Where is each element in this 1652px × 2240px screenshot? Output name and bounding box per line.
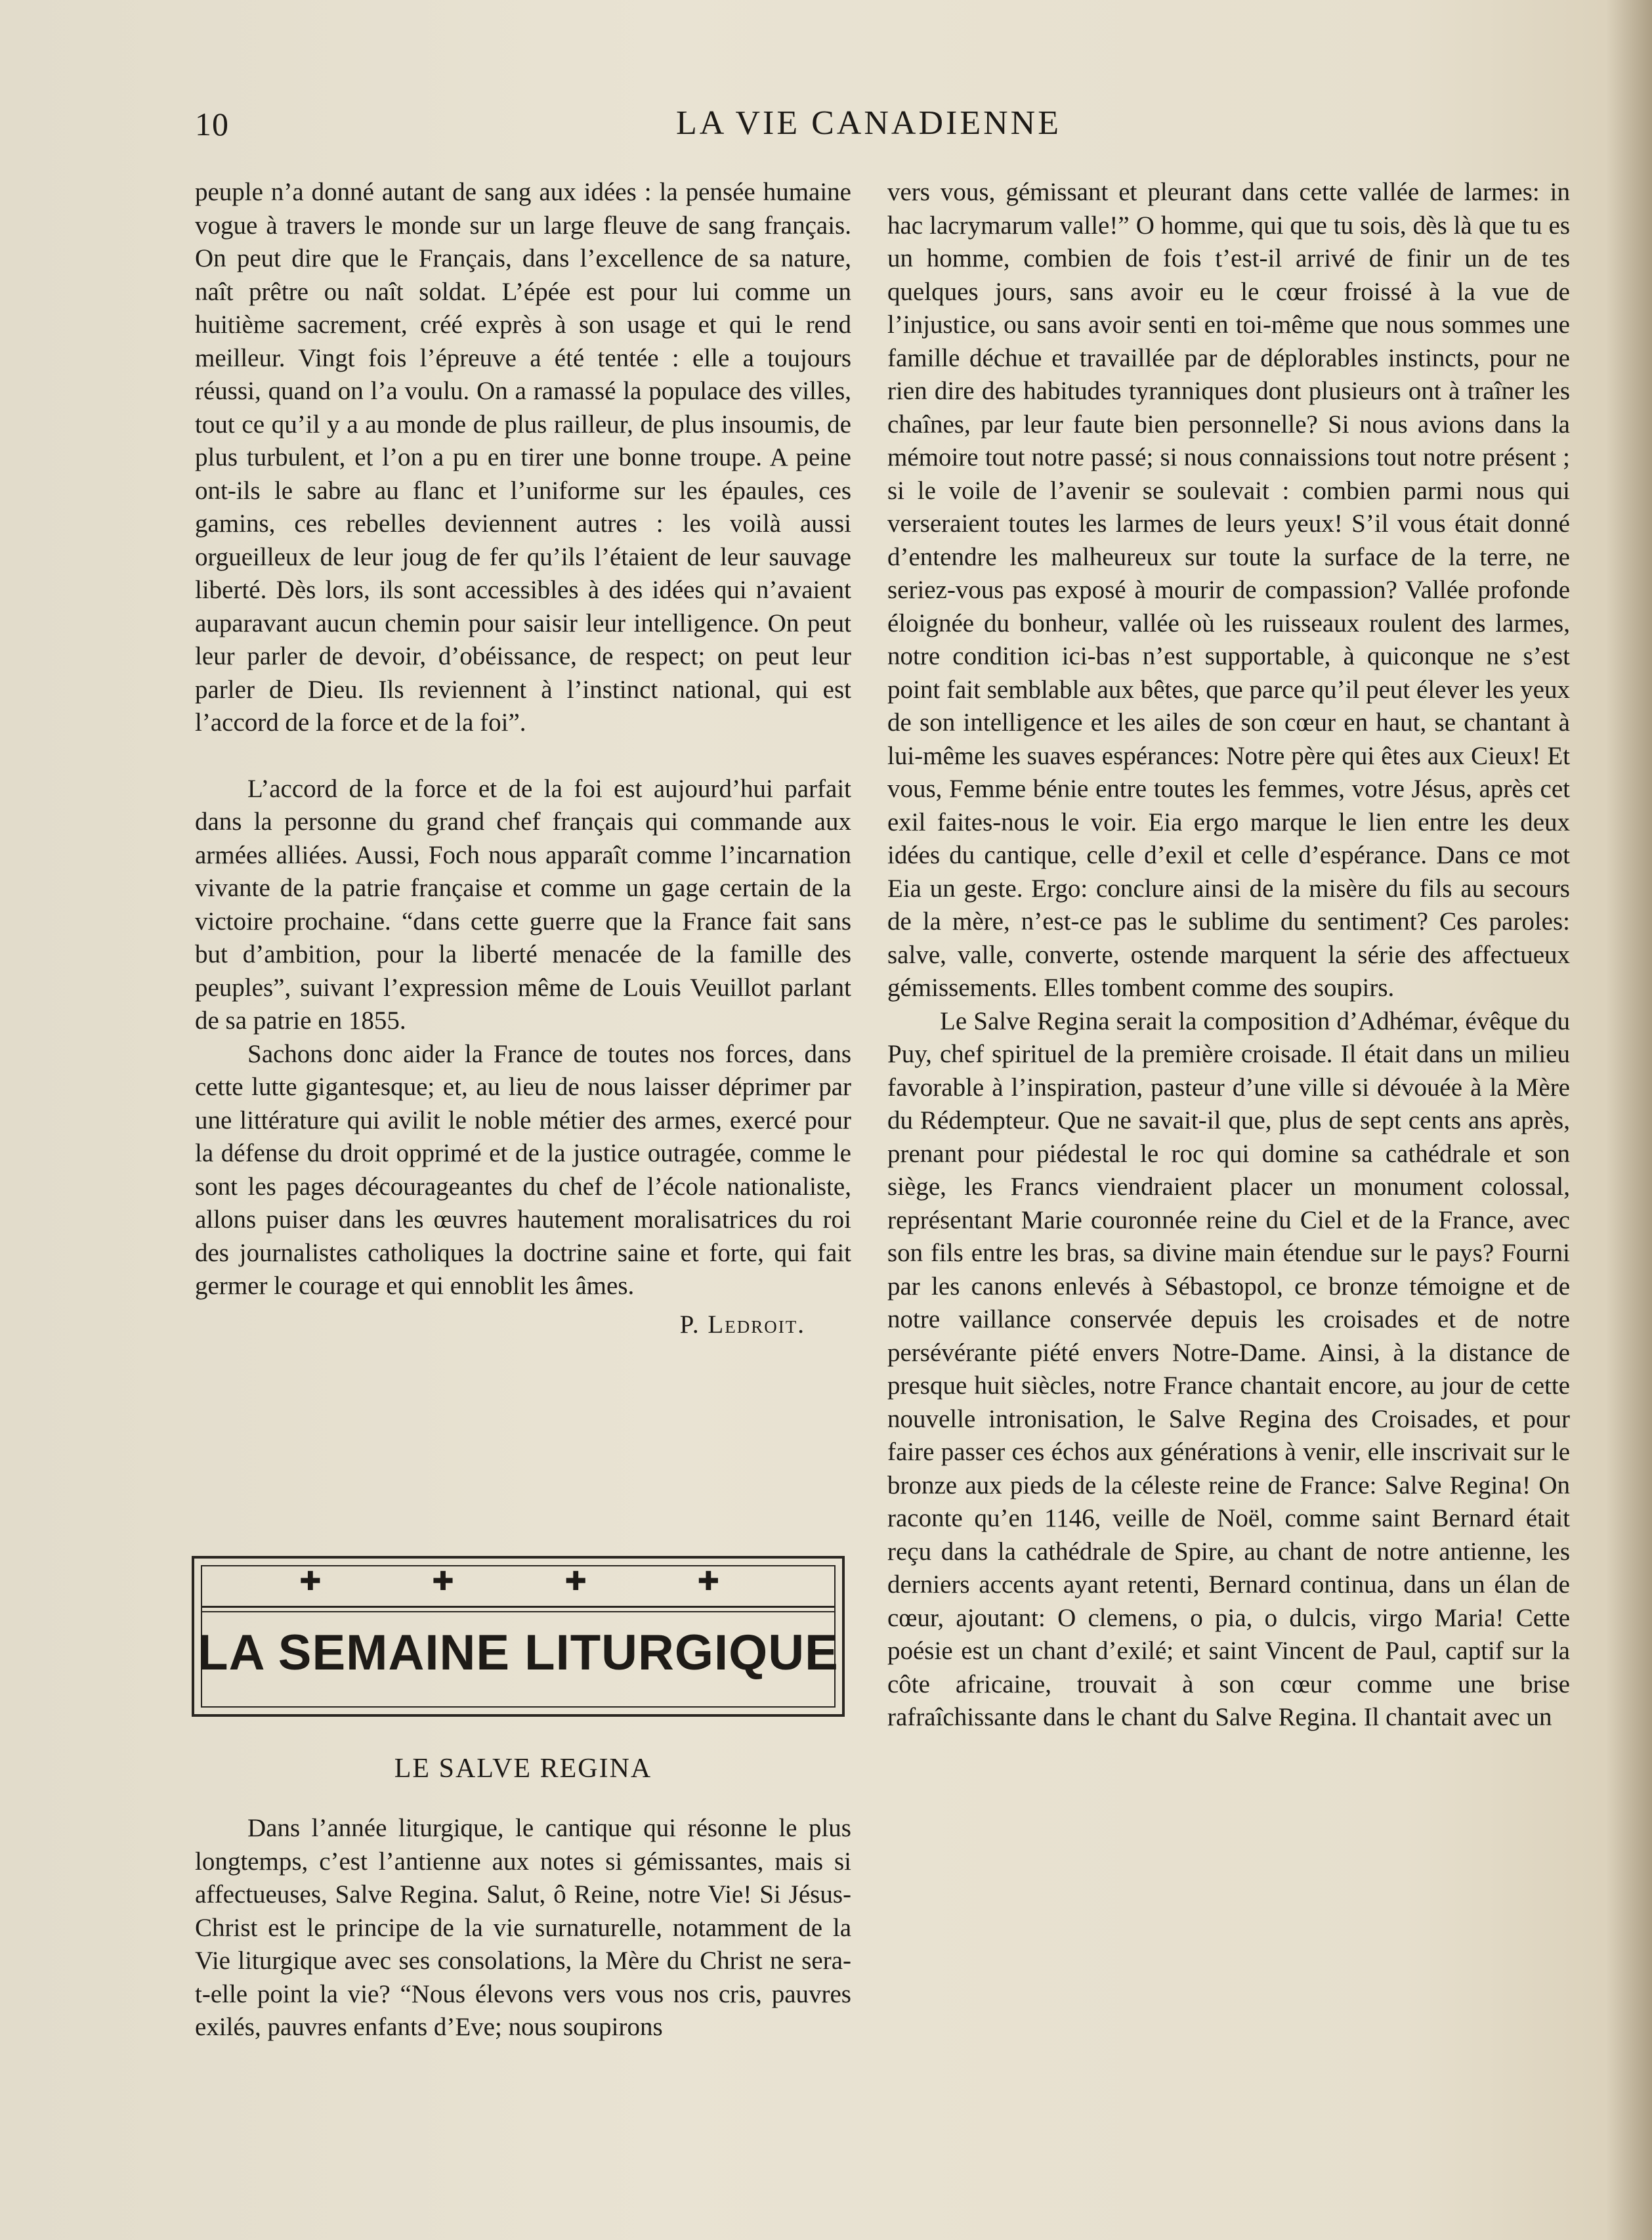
banner-rule — [201, 1606, 836, 1608]
article-signature: P. Ledroit. — [679, 1310, 805, 1339]
left-column — [195, 176, 851, 1341]
section-title: LE SALVE REGINA — [394, 1754, 652, 1784]
section-banner — [192, 1556, 845, 1717]
page-number: 10 — [195, 106, 229, 142]
cross-icon: ✚ — [697, 1566, 719, 1597]
left-paragraph-3: Sachons donc aider la France de toutes nos forces, dans cette lutte gigantesque; et, au lieu de nous laisser déprimer par une littérature qui avilit le noble métier des armes, exercé pour la défense du droit opprimé et de la justice outragée, comme le sont les pages décourageantes du chef de l’école nationaliste, allons puiser dans les œuvres hautement moralisatrices du roi des journalistes catholiques la doctrine saine et forte, qui fait germer le courage et qui ennoblit les âmes. — [195, 1039, 851, 1300]
right-column — [887, 176, 1570, 1734]
cross-icon: ✚ — [432, 1566, 454, 1597]
right-paragraph-1: vers vous, gémissant et pleurant dans cette vallée de larmes: in hac lacrymarum valle!” O homme, qui que tu sois, dès là que tu es un homme, combien de fois t’est-il arrivé de finir un de tes quelques jours, sans avoir eu le cœur froissé à la vue de l’injustice, ou sans avoir senti en toi-même que nous sommes une famille déchue et travaillée par de déplorables instincts, pour ne rien dire des habitudes tyranniques dont plusieurs ont à traîner les chaînes, par leur faute bien personnelle? Si nous avions dans la mémoire tout notre passé; si nous connaissions tout notre présent ; si le voile de l’avenir se soulevait : combien parmi nous qui verseraient toutes les larmes de leurs yeux! S’il vous était donné d’entendre les malheureux sur toute la surface de la terre, ne seriez-vous pas exposé à mourir de compassion? Vallée profonde éloignée du bonheur, vallée où les ruisseaux roulent des larmes, notre condition ici-bas n’est supportable, à quiconque ne s’est point fait semblable aux bêtes, que parce qu’il peut élever les yeux de son intelligence et les ailes de son cœur en haut, se chantant à lui-même les suaves espérances: Notre père qui êtes aux Cieux! Et vous, Femme bénie entre toutes les femmes, votre Jésus, après cet exil faites-nous le voir. Eia ergo marque le lien entre les deux idées du cantique, celle d’exil et celle d’espérance. Dans ce mot Eia un geste. Ergo: conclure ainsi de la misère du fils au secours de la mère, n’est-ce pas le sublime du sentiment? Ces paroles: salve, valle, converte, ostende marquent la série des affectueux gémissements. Elles tombent comme des soupirs. — [887, 178, 1570, 1002]
cross-icon: ✚ — [299, 1566, 322, 1597]
left-paragraph-2: L’accord de la force et de la foi est aujourd’hui parfait dans la personne du grand chef français qui commande aux armées alliées. Aussi, Foch nous apparaît comme l’incarnation vivante de la patrie française et comme un gage certain de la victoire prochaine. “dans cette guerre que la France fait sans but d’ambition, pour la liberté menacée de la famille des peuples”, suivant l’expression même de Louis Veuillot parlant de sa patrie en 1855. — [195, 774, 851, 1035]
banner-rule-thin — [201, 1611, 836, 1612]
banner-title: LA SEMAINE LITURGIQUE — [198, 1625, 839, 1681]
section-intro-paragraph: Dans l’année liturgique, le cantique qui résonne le plus longtemps, c’est l’antienne aux notes si gémissantes, mais si affectueuses, Salve Regina. Salut, ô Reine, notre Vie! Si Jésus-Christ est le principe de la vie surnaturelle, notamment de la Vie liturgique avec ses consolations, la Mère du Christ ne sera-t-elle point la vie? “Nous élevons vers vous nos cris, pauvres exilés, pauvres enfants d’Eve; nous soupirons — [195, 1814, 851, 2041]
running-title: LA VIE CANADIENNE — [676, 104, 1061, 142]
cross-icon: ✚ — [564, 1566, 587, 1597]
page-edge-shadow — [1606, 0, 1652, 2240]
right-paragraph-2: Le Salve Regina serait la composition d’Adhémar, évêque du Puy, chef spirituel de la première croisade. Il était dans un milieu favorable à l’inspiration, pasteur d’une ville si dévouée à la Mère du Rédempteur. Que ne savait-il que, plus de sept cents ans après, prenant pour piédestal le roc qui domine sa cathédrale et son siège, les Francs viendraient placer un monument colossal, représentant Marie couronnée reine du Ciel et de la France, avec son fils entre les bras, sa divine main étendue sur le pays? Fourni par les canons enlevés à Sébastopol, ce bronze témoigne et de notre vaillance conservée depuis les croisades et de notre persévérante piété envers Notre-Dame. Ainsi, à la distance de presque huit siècles, notre France chantait encore, au jour de cette nouvelle intronisation, le Salve Regina des Croisades, et pour faire passer ces échos aux générations à venir, elle inscrivait sur le bronze aux pieds de la céleste reine de France: Salve Regina! On raconte qu’en 1146, veille de Noël, comme saint Bernard était reçu dans la cathédrale de Spire, au chant de notre antienne, les derniers accents ayant retenti, Bernard continua, dans un élan de cœur, ajoutant: O clemens, o pia, o dulcis, virgo Maria! Cette poésie est un chant d’exilé; et saint Vincent de Paul, captif sur la côte africaine, trouvait à son cœur comme une brise rafraîchissante dans le chant du Salve Regina. Il chantait avec un — [887, 1006, 1570, 1731]
banner-crosses — [299, 1566, 719, 1597]
left-column-section — [195, 1812, 851, 2044]
left-paragraph-1: peuple n’a donné autant de sang aux idées : la pensée humaine vogue à travers le monde sur un large fleuve de sang français. On peut dire que le Français, dans l’excellence de sa nature, naît prêtre ou naît soldat. L’épée est pour lui comme un huitième sacrement, créé exprès à son usage et qui le rend meilleur. Vingt fois l’épreuve a été tentée : elle a toujours réussi, quand on l’a voulu. On a ramassé la populace des villes, tout ce qu’il y a au monde de plus railleur, de plus insoumis, de plus turbulent, et l’on a pu en tirer une bonne troupe. A peine ont-ils le sabre au flanc et l’uniforme sur les épaules, ces gamins, ces rebelles deviennent autres : les voilà aussi orgueilleux de leur joug de fer qu’ils l’étaient de leur sauvage liberté. Dès lors, ils sont accessibles à des idées qui n’avaient auparavant aucun chemin pour saisir leur intelligence. On peut leur parler de devoir, d’obéissance, de respect; on peut leur parler de Dieu. Ils reviennent à l’instinct national, qui est l’accord de la force et de la foi”. — [195, 178, 851, 737]
